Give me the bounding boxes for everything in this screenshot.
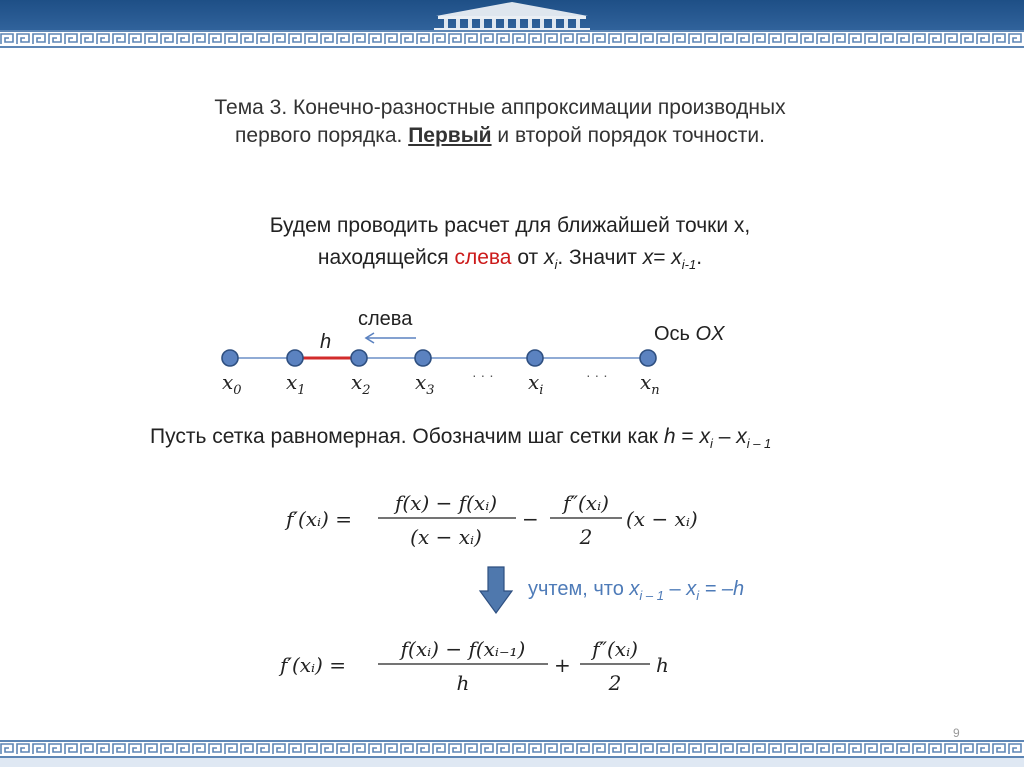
para-end: . bbox=[696, 246, 703, 269]
note-minus: – bbox=[663, 578, 687, 600]
grid-eq: = bbox=[675, 425, 700, 448]
formula2-lhs: f′(xᵢ) = bbox=[280, 653, 346, 677]
formula1-lhs: f′(xᵢ) = bbox=[286, 507, 352, 531]
para-text-b: от bbox=[511, 246, 544, 269]
grid-xprev-sub: i – 1 bbox=[746, 436, 772, 452]
formula2-frac2-den: 2 bbox=[608, 671, 622, 695]
title-emphasis: Первый bbox=[408, 124, 492, 147]
number-line-diagram bbox=[210, 300, 770, 410]
page-number: 9 bbox=[953, 726, 960, 740]
footer-strip bbox=[0, 758, 1024, 767]
formula2-frac1-den: h bbox=[456, 671, 470, 695]
node-x1 bbox=[287, 350, 303, 366]
left-word-red: слева bbox=[454, 246, 512, 269]
formula1-frac1-den: (x − xᵢ) bbox=[410, 525, 482, 549]
note-prefix: учтем, что bbox=[528, 578, 630, 600]
node-x2 bbox=[351, 350, 367, 366]
meander-band-bottom bbox=[0, 740, 1024, 758]
title-line-2-end: и второй порядок точности. bbox=[491, 124, 765, 147]
grid-xi-sub: i bbox=[709, 436, 713, 452]
formula-backward-difference bbox=[260, 630, 760, 700]
formula1-frac2-num: f″(xᵢ) bbox=[563, 491, 609, 515]
para-x: x bbox=[642, 246, 654, 269]
formula1-minus: − bbox=[522, 507, 539, 531]
grid-xi: x bbox=[699, 425, 710, 448]
formula1-tail: (x − xᵢ) bbox=[626, 507, 698, 531]
ellipsis-1: · · · bbox=[472, 367, 494, 383]
para-xi-sub: i bbox=[554, 257, 558, 273]
para-xprev: x bbox=[671, 246, 682, 269]
title-line-2 bbox=[100, 122, 900, 150]
para-xprev-sub: i-1 bbox=[681, 257, 697, 273]
formula-taylor-expansion bbox=[260, 484, 760, 554]
node-x3 bbox=[415, 350, 431, 366]
down-arrow-icon bbox=[478, 565, 514, 615]
para-line-1: Будем проводить расчет для ближайшей точки x, bbox=[269, 214, 751, 237]
ellipsis-2: · · · bbox=[586, 367, 608, 383]
slide-title bbox=[100, 94, 900, 150]
node-label-x1: $x_1$ bbox=[286, 370, 306, 398]
node-label-x2: $x_2$ bbox=[351, 370, 371, 398]
para-text-c: . Значит bbox=[557, 246, 643, 269]
node-x0 bbox=[222, 350, 238, 366]
intro-paragraph bbox=[120, 210, 900, 281]
meander-band-top bbox=[0, 30, 1024, 48]
note-x1-sub: i – 1 bbox=[639, 588, 664, 603]
title-line-2-start: первого порядка. bbox=[235, 124, 409, 147]
left-label: слева bbox=[358, 308, 413, 330]
formula1-frac2-den: 2 bbox=[579, 525, 593, 549]
para-line-2 bbox=[120, 242, 900, 281]
grid-statement bbox=[150, 425, 771, 451]
formula2-frac1-num: f(xᵢ) − f(xᵢ₋₁) bbox=[400, 637, 526, 661]
node-label-xi: $x_i$ bbox=[528, 370, 544, 398]
node-xn bbox=[640, 350, 656, 366]
axis-ox-label: Ось OX bbox=[654, 323, 725, 345]
formula2-plus: + bbox=[554, 653, 571, 677]
note-rest: = –h bbox=[699, 578, 745, 600]
para-text-a: находящейся bbox=[317, 246, 455, 269]
node-label-x3: $x_3$ bbox=[415, 370, 435, 398]
formula2-tail: h bbox=[656, 653, 669, 677]
node-label-xn: $x_n$ bbox=[640, 370, 660, 398]
grid-text: Пусть сетка равномерная. Обозначим шаг сетки как bbox=[150, 425, 664, 448]
formula1-frac1-num: f(x) − f(xᵢ) bbox=[394, 491, 498, 515]
note-x2-sub: i bbox=[696, 588, 700, 603]
grid-h: h bbox=[663, 425, 676, 448]
formula2-frac2-num: f″(xᵢ) bbox=[592, 637, 638, 661]
node-xi bbox=[527, 350, 543, 366]
title-line-1: Тема 3. Конечно-разностные аппроксимации производных bbox=[214, 96, 786, 119]
step-h-label: h bbox=[320, 331, 332, 353]
substitution-note bbox=[528, 578, 744, 603]
grid-xprev: x bbox=[736, 425, 747, 448]
para-eq: = bbox=[653, 246, 672, 269]
node-label-x0: $x_0$ bbox=[222, 370, 242, 398]
building-icon bbox=[428, 0, 596, 30]
note-x1: x bbox=[629, 578, 640, 600]
note-x2: x bbox=[686, 578, 697, 600]
grid-minus: – bbox=[712, 425, 737, 448]
para-xi: x bbox=[544, 246, 555, 269]
